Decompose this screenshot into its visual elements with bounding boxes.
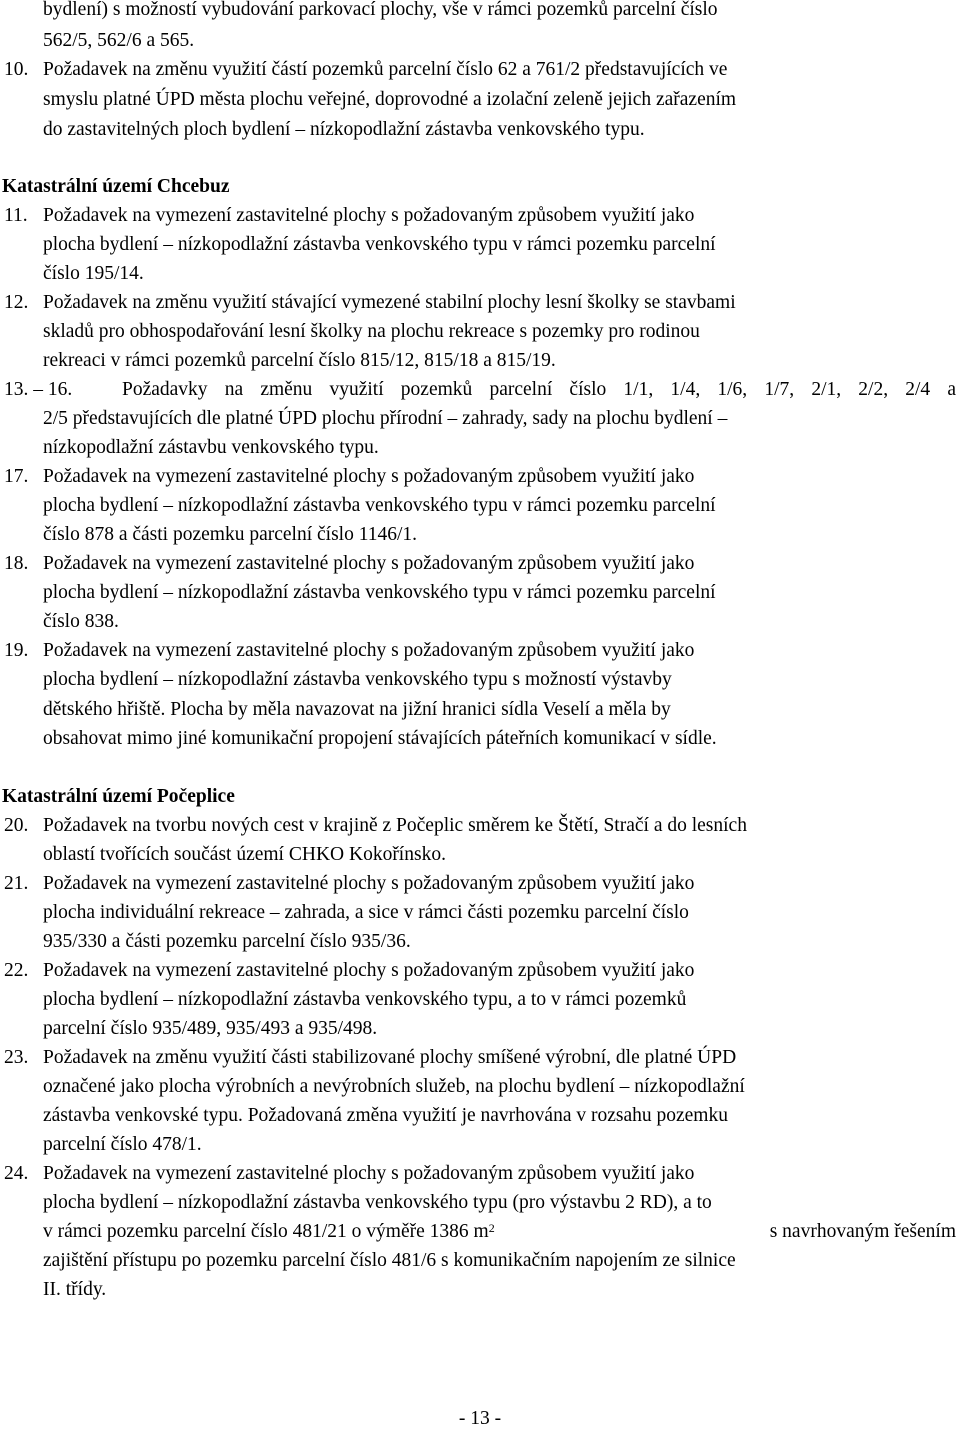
paragraph-line: číslo 838. xyxy=(43,611,119,632)
item-number: 24. xyxy=(4,1163,29,1184)
paragraph-line: obsahovat mimo jiné komunikační propojení stávajících páteřních komunikací v sídle. xyxy=(43,728,717,749)
paragraph-line: parcelní číslo 478/1. xyxy=(43,1134,202,1155)
paragraph-line: Požadavek na vymezení zastavitelné plochy s požadovaným způsobem využití jako xyxy=(43,960,695,981)
paragraph-line: plocha bydlení – nízkopodlažní zástavba venkovského typu (pro výstavbu 2 RD), a to xyxy=(43,1192,712,1213)
paragraph-line: Požadavek na změnu využití stávající vymezené stabilní plochy lesní školky se stavbami xyxy=(43,292,736,313)
paragraph-line: označené jako plocha výrobních a nevýrobních služeb, na plochu bydlení – nízkopodlažní xyxy=(43,1076,745,1097)
paragraph-line: plocha bydlení – nízkopodlažní zástavba venkovského typu s možností výstavby xyxy=(43,669,672,690)
paragraph-line: 935/330 a části pozemku parcelní číslo 935/36. xyxy=(43,931,411,952)
paragraph-line: Požadavek na vymezení zastavitelné plochy s požadovaným způsobem využití jako xyxy=(43,553,695,574)
paragraph-line: zástavba venkovské typu. Požadovaná změna využití je navrhována v rozsahu pozemku xyxy=(43,1105,728,1126)
paragraph-line: plocha bydlení – nízkopodlažní zástavba venkovského typu v rámci pozemku parcelní xyxy=(43,582,716,603)
paragraph-line: smyslu platné ÚPD města plochu veřejné, doprovodné a izolační zeleně jejich zařazením xyxy=(43,89,737,110)
paragraph-line: do zastavitelných ploch bydlení – nízkopodlažní zástavba venkovského typu. xyxy=(43,119,645,140)
paragraph-line: Požadavky na změnu využití pozemků parcelní číslo 1/1, 1/4, 1/6, 1/7, 2/1, 2/2, 2/4 a xyxy=(122,379,956,400)
paragraph-line: Požadavek na vymezení zastavitelné plochy s požadovaným způsobem využití jako xyxy=(43,873,695,894)
paragraph-line: číslo 878 a části pozemku parcelní číslo 1146/1. xyxy=(43,524,418,545)
line-segment: s navrhovaným řešením xyxy=(769,1221,956,1242)
paragraph-line: dětského hřiště. Plocha by měla navazovat na jižní hranici sídla Veselí a měla by xyxy=(43,699,671,720)
section-heading: Katastrální území Chcebuz xyxy=(2,176,230,197)
item-number: 23. xyxy=(4,1047,29,1068)
paragraph-line: Požadavek na tvorbu nových cest v krajině z Počeplic směrem ke Štětí, Stračí a do lesních xyxy=(43,815,747,836)
item-number: 17. xyxy=(4,466,29,487)
line-text xyxy=(43,1222,495,1242)
item-number: 22. xyxy=(4,960,29,981)
item-number: 19. xyxy=(4,640,29,661)
item-number: 13. – 16. xyxy=(4,379,73,400)
item-number: 20. xyxy=(4,815,29,836)
paragraph-line: parcelní číslo 935/489, 935/493 a 935/498. xyxy=(43,1018,378,1039)
paragraph-line: II. třídy. xyxy=(43,1279,107,1300)
section-heading: Katastrální území Počeplice xyxy=(2,786,235,807)
item-number: 11. xyxy=(4,205,28,226)
paragraph-line: plocha bydlení – nízkopodlažní zástavba venkovského typu v rámci pozemku parcelní xyxy=(43,234,716,255)
item-number: 21. xyxy=(4,873,29,894)
paragraph-line: skladů pro obhospodařování lesní školky na plochu rekreace s pozemky pro rodinou xyxy=(43,321,700,342)
paragraph-line: Požadavek na vymezení zastavitelné plochy s požadovaným způsobem využití jako xyxy=(43,466,695,487)
item-number: 18. xyxy=(4,553,29,574)
item-number: 12. xyxy=(4,292,29,313)
paragraph-line: číslo 195/14. xyxy=(43,263,144,284)
paragraph-line xyxy=(43,1222,956,1242)
paragraph-line: Požadavek na změnu využití částí pozemků parcelní číslo 62 a 761/2 představujících ve xyxy=(43,59,728,80)
line-segment: v rámci pozemku parcelní číslo 481/21 o výměře 1386 m xyxy=(43,1221,489,1242)
paragraph-line: nízkopodlažní zástavbu venkovského typu. xyxy=(43,437,379,458)
paragraph-line: Požadavek na změnu využití části stabilizované plochy smíšené výrobní, dle platné ÚPD xyxy=(43,1047,737,1068)
paragraph-line: 2/5 představujících dle platné ÚPD plochu přírodní – zahrady, sady na plochu bydlení – xyxy=(43,408,728,429)
paragraph-line: plocha bydlení – nízkopodlažní zástavba venkovského typu v rámci pozemku parcelní xyxy=(43,495,716,516)
page-number: - 13 - xyxy=(458,1408,502,1429)
paragraph-line: 562/5, 562/6 a 565. xyxy=(43,30,195,51)
paragraph-line: oblastí tvořících součást území CHKO Kokořínsko. xyxy=(43,844,446,865)
item-number: 10. xyxy=(4,59,29,80)
paragraph-line: zajištění přístupu po pozemku parcelní číslo 481/6 s komunikačním napojením ze silnice xyxy=(43,1250,736,1271)
paragraph-line: Požadavek na vymezení zastavitelné plochy s požadovaným způsobem využití jako xyxy=(43,640,695,661)
paragraph-line: bydlení) s možností vybudování parkovací plochy, vše v rámci pozemků parcelní číslo xyxy=(43,0,718,20)
paragraph-line: Požadavek na vymezení zastavitelné plochy s požadovaným způsobem využití jako xyxy=(43,205,695,226)
paragraph-line: rekreaci v rámci pozemků parcelní číslo 815/12, 815/18 a 815/19. xyxy=(43,350,556,371)
paragraph-line: plocha bydlení – nízkopodlažní zástavba venkovského typu, a to v rámci pozemků xyxy=(43,989,687,1010)
paragraph-line: plocha individuální rekreace – zahrada, a sice v rámci části pozemku parcelní číslo xyxy=(43,902,689,923)
superscript: 2 xyxy=(488,1221,495,1235)
paragraph-line: Požadavek na vymezení zastavitelné plochy s požadovaným způsobem využití jako xyxy=(43,1163,695,1184)
